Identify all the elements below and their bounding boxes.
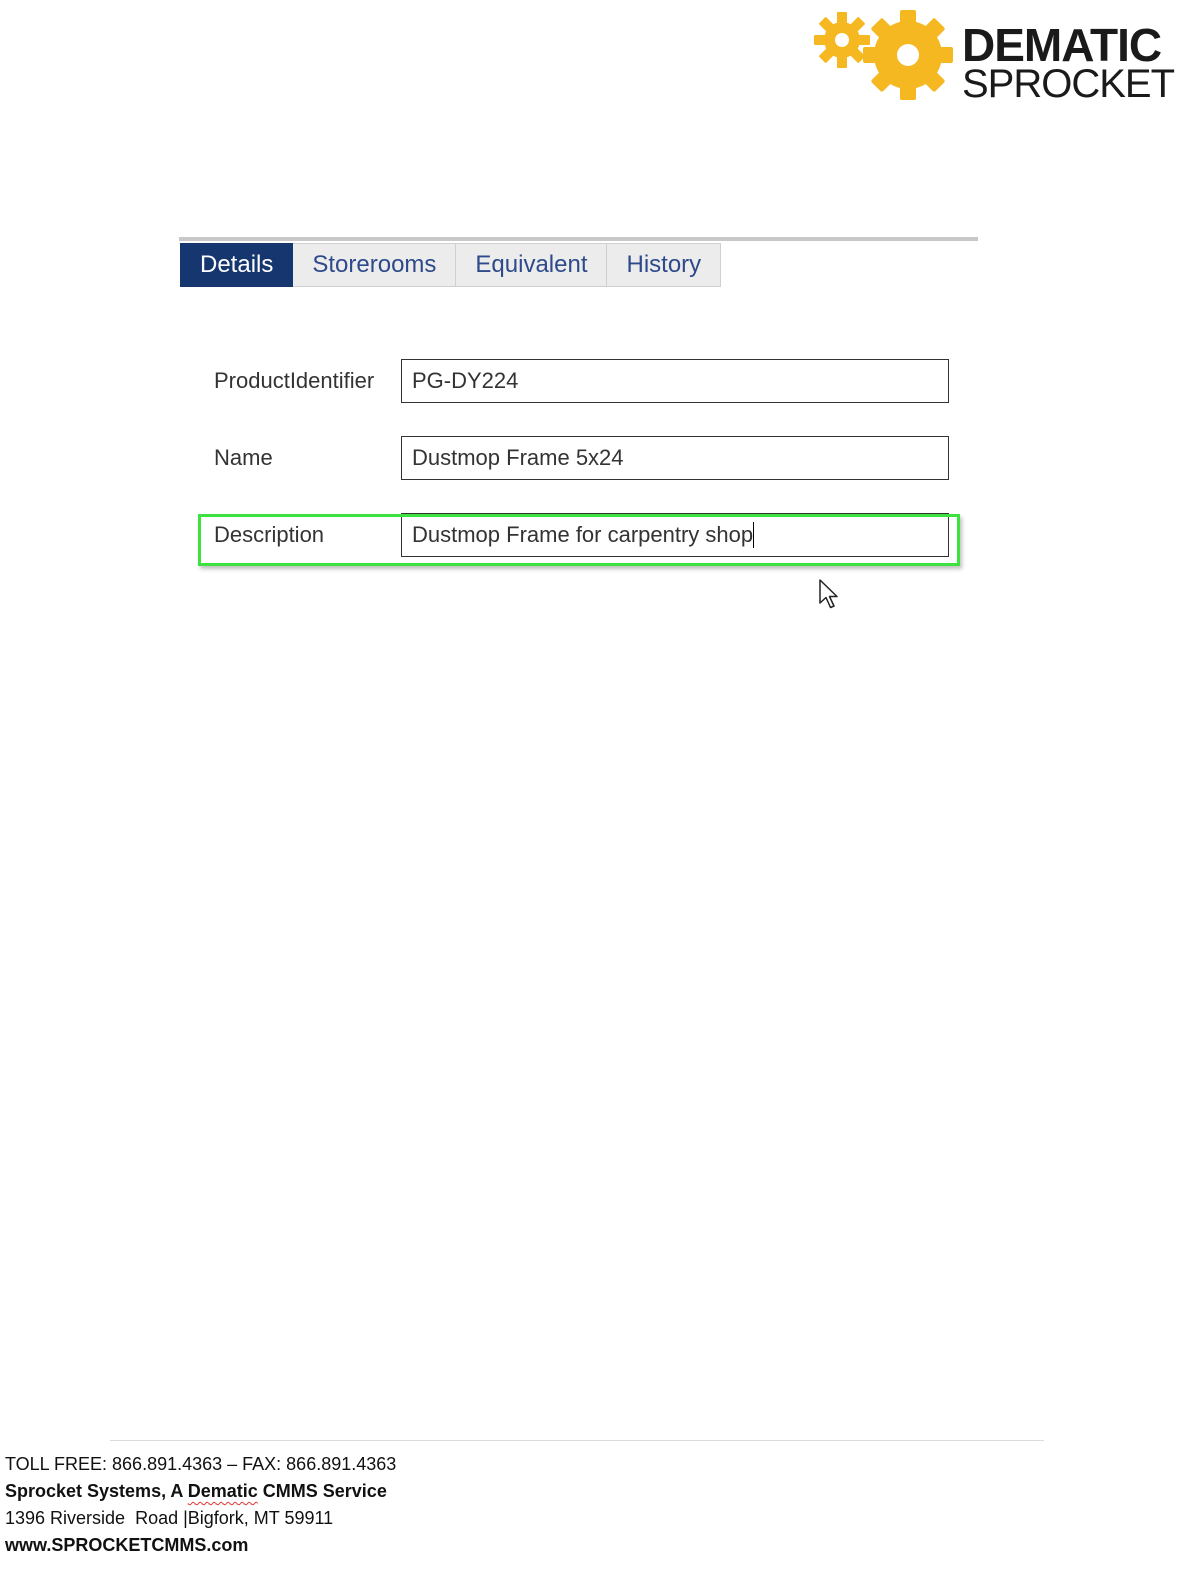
footer <box>5 1451 396 1559</box>
footer-company-suffix: CMMS Service <box>257 1481 387 1501</box>
tab-divider <box>179 237 978 241</box>
description-value: Dustmop Frame for carpentry shop <box>412 522 754 547</box>
description-label: Description <box>214 522 325 547</box>
product-identifier-row <box>214 359 954 403</box>
footer-company-dematic: Dematic <box>187 1481 258 1501</box>
logo-wordmark-top: DEMATIC <box>962 19 1162 71</box>
name-field[interactable]: Dustmop Frame 5x24 <box>401 436 949 480</box>
footer-phone: TOLL FREE: 866.891.4363 – FAX: 866.891.4363 <box>5 1454 397 1474</box>
tab-equivalent[interactable]: Equivalent <box>456 243 607 287</box>
footer-company <box>5 1478 396 1505</box>
name-label: Name <box>214 445 273 470</box>
tab-bar <box>180 243 721 289</box>
tab-history[interactable]: History <box>607 243 721 287</box>
tab-details[interactable]: Details <box>180 243 293 287</box>
tab-storerooms[interactable]: Storerooms <box>293 243 456 287</box>
dematic-sprocket-logo <box>810 8 1180 104</box>
description-highlight-box <box>198 514 960 566</box>
footer-company-prefix: Sprocket Systems, A <box>5 1481 188 1501</box>
logo-wordmark-bottom: SPROCKET <box>962 62 1175 106</box>
product-identifier-label: ProductIdentifier <box>214 368 375 393</box>
name-row <box>214 436 954 480</box>
mouse-pointer-icon <box>818 578 840 610</box>
gears-icon <box>810 8 960 104</box>
footer-divider <box>110 1440 1044 1441</box>
product-identifier-field[interactable]: PG-DY224 <box>401 359 949 403</box>
footer-website[interactable]: www.SPROCKETCMMS.com <box>5 1535 249 1555</box>
footer-address: 1396 Riverside Road |Bigfork, MT 59911 <box>5 1508 334 1528</box>
